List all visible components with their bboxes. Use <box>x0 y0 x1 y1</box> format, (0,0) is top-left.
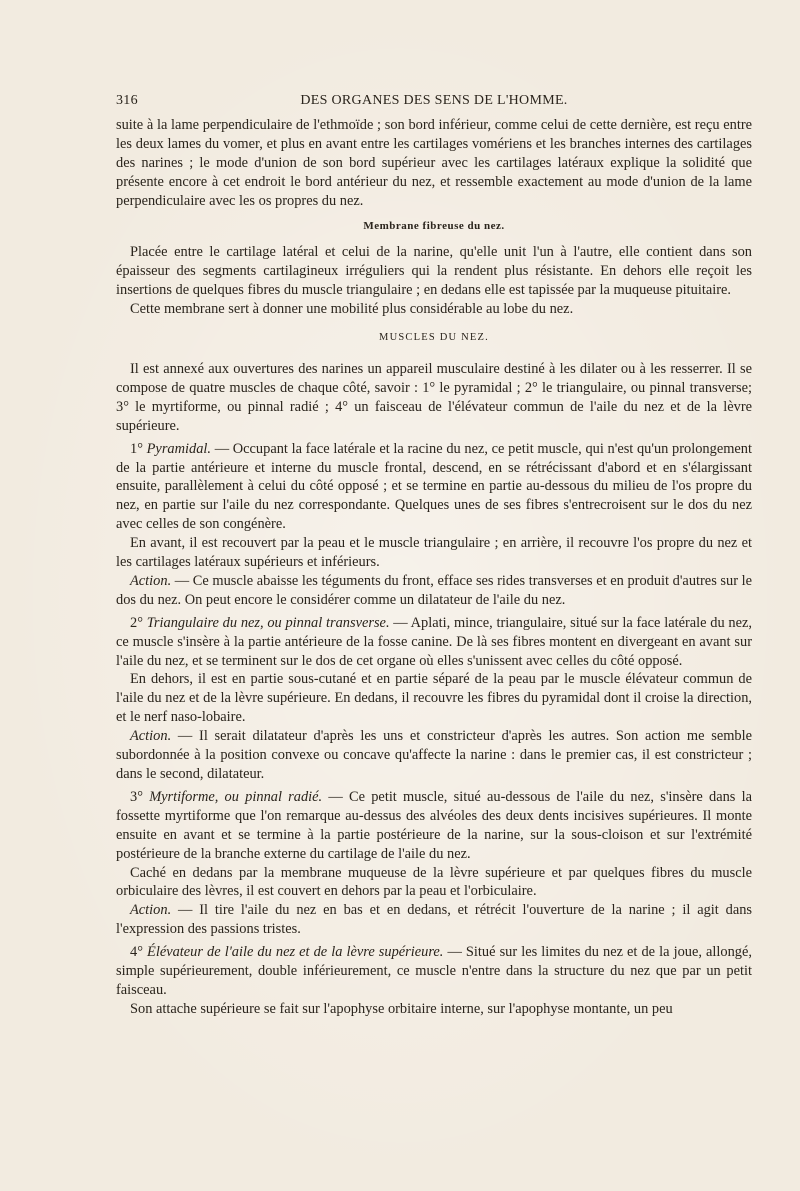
italic-term: Action. <box>130 728 172 745</box>
paragraph <box>116 572 752 610</box>
list-number: 4° <box>130 944 148 961</box>
paragraph-text: Cette membrane sert à donner une mobilité plus considérable au lobe du nez. <box>130 301 574 318</box>
paragraph-text: En avant, il est recouvert par la peau et le muscle triangulaire ; en arrière, il recouvre l'os propre du nez et les cartilages latéraux supérieurs et inférieurs. <box>116 535 752 571</box>
paragraph-text: En dehors, il est en partie sous-cutané et en partie séparé de la peau par le muscle élévateur commun de l'aile du nez et de la lèvre supérieure. En dedans, il recouvre les fibres du pyramidal dont il croise la direction, et le nerf naso-lobaire. <box>116 671 752 726</box>
section-heading: MUSCLES DU NEZ. <box>379 332 489 344</box>
paragraph-text: — Aplati, mince, triangulaire, situé sur la face latérale du nez, ce muscle s'insère à la partie antérieure de la fosse canine. De là ses fibres montent en divergeant en avant sur l'aile du nez, et se terminent sur le dos de cet organe où elles s'unissent avec celles du côté opposé. <box>116 614 752 669</box>
italic-term: Élévateur de l'aile du nez et de la lèvre supérieure. <box>147 944 444 961</box>
list-number: 1° <box>130 440 147 457</box>
paragraph-text: — Ce muscle abaisse les téguments du front, efface ses rides transverses et en produit d'autres sur le dos du nez. On peut encore le considérer comme un dilatateur de l'aile du nez. <box>116 572 752 608</box>
page-number: 316 <box>116 93 138 108</box>
paragraph <box>116 534 752 572</box>
paragraph-text: Son attache supérieure se fait sur l'apophyse orbitaire interne, sur l'apophyse montante, un peu <box>130 1000 673 1017</box>
running-title: DES ORGANES DES SENS DE L'HOMME. <box>300 93 568 108</box>
paragraph <box>116 440 752 535</box>
paragraph <box>116 901 752 939</box>
paragraph-text: — Occupant la face latérale et la racine du nez, ce petit muscle, qui n'est qu'un prolongement de la partie antérieure et interne du muscle frontal, descend, en se rétrécissant d'abord et en s'élargissant ensuite, parallèlement à celui du côté opposé ; et se termine en partie au-dessous du milieu de l'os propre du nez, en partie sur l'aile du nez correspondante. Quelques unes de ses fibres s'entrecroisent sur le dos du nez avec celles de son congénère. <box>116 440 752 533</box>
paragraph-text: — Situé sur les limites du nez et de la joue, allongé, simple supérieurement, double inférieurement, ce muscle n'entre dans la structure du nez que par un petit faisceau. <box>116 944 752 998</box>
list-number: 3° <box>130 788 150 805</box>
page-header <box>116 93 752 113</box>
paragraph <box>116 243 752 300</box>
section-heading: Membrane fibreuse du nez. <box>363 219 505 232</box>
italic-term: Triangulaire du nez, ou pinnal transverse. <box>146 614 390 631</box>
paragraph <box>116 943 752 1000</box>
paragraph <box>116 360 752 436</box>
paragraph <box>116 864 752 902</box>
paragraph-text: Placée entre le cartilage latéral et celui de la narine, qu'elle unit l'un à l'autre, elle contient dans son épaisseur des segments cartilagineux irréguliers qui la rendent plus résistante. En dehors elle reçoit les insertions de quelques fibres du muscle triangulaire ; en dedans elle est tapissée par la muqueuse pituitaire. <box>116 244 752 299</box>
body-text <box>116 116 752 1019</box>
paragraph-text: — Ce petit muscle, situé au-dessous de l'aile du nez, s'insère dans la fossette myrtiforme que l'on remarque au-dessus des alvéoles des deux dents incisives supérieures. Il monte ensuite en avant et se termine à la partie postérieure de la narine, sur la sous-cloison et sur l'extrémité postérieure de la branche externe du cartilage de l'aile du nez. <box>116 788 752 862</box>
paragraph <box>116 1000 752 1019</box>
paragraph <box>116 300 752 319</box>
paragraph <box>116 727 752 784</box>
paragraph <box>116 614 752 671</box>
italic-term: Myrtiforme, ou pinnal radié. <box>149 788 323 805</box>
paragraph-text: — Il serait dilatateur d'après les uns et constricteur d'après les autres. Son action me semble subordonnée à la position convexe ou concave qu'affecte la narine : dans le premier cas, il est constricteur ; dans le second, dilatateur. <box>116 728 752 782</box>
list-number: 2° <box>130 614 147 631</box>
italic-term: Action. <box>130 902 172 919</box>
paragraph <box>116 788 752 864</box>
paragraph <box>116 116 752 211</box>
paragraph-text: Il est annexé aux ouvertures des narines un appareil musculaire destiné à les dilater ou à les resserrer. Il se compose de quatre muscles de chaque côté, savoir : 1° le pyramidal ; 2° le triangulaire, ou pinnal transverse; 3° le myrtiforme, ou pinnal radié ; 4° un faisceau de l'élévateur commun de l'aile du nez et de la lèvre supérieure. <box>116 360 752 434</box>
paragraph-text: suite à la lame perpendiculaire de l'ethmoïde ; son bord inférieur, comme celui de cette dernière, est reçu entre les deux lames du vomer, et plus en avant entre les cartilages vomériens et les branches internes des cartilages des narines ; le mode d'union de son bord supérieur avec les cartilages latéraux explique la solidité que présente encore à cet endroit le bord antérieur du nez, et ressemble exactement au mode d'union de la lame perpendiculaire avec les os propres du nez. <box>116 117 752 209</box>
paragraph-text: Caché en dedans par la membrane muqueuse de la lèvre supérieure et par quelques fibres du muscle orbiculaire des lèvres, il est couvert en dehors par la peau et l'orbiculaire. <box>116 864 752 900</box>
paragraph-text: — Il tire l'aile du nez en bas et en dedans, et rétrécit l'ouverture de la narine ; il agit dans l'expression des passions tristes. <box>116 902 752 938</box>
italic-term: Pyramidal. <box>146 440 211 457</box>
paragraph <box>116 670 752 727</box>
italic-term: Action. <box>130 572 172 589</box>
